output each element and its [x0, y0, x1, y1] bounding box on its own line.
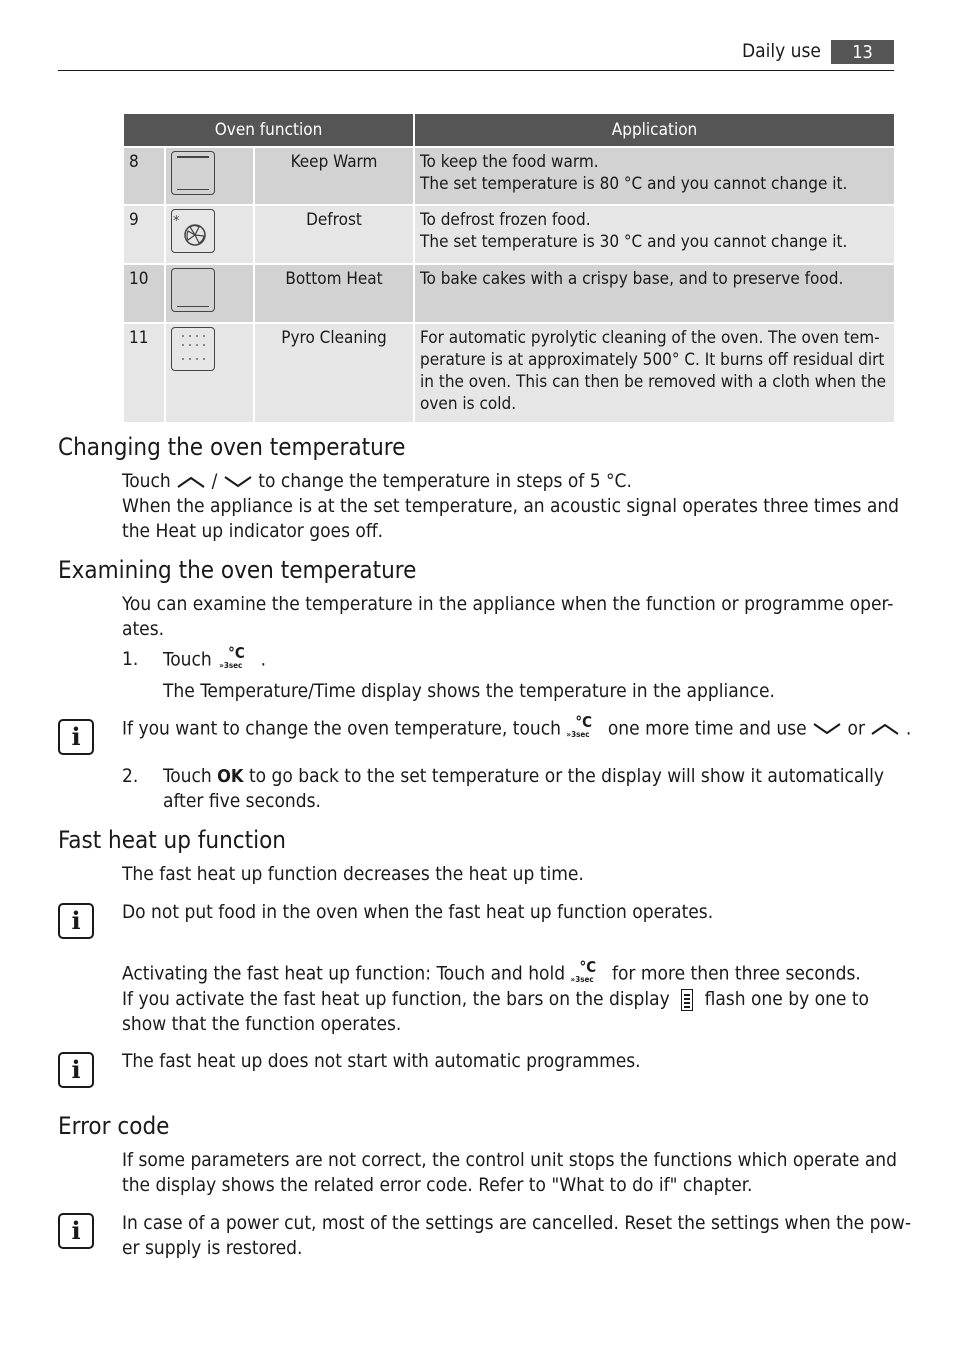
svg-text:*: * [173, 214, 180, 229]
function-name: Keep Warm [254, 147, 414, 205]
info-icon: i [58, 1213, 94, 1249]
changing-temperature-text: Touch / to change the temperature in steps of 5 °C. When the appliance is at the set temperature, an acoustic signal operates three times and the Heat up indicator goes off. [122, 470, 900, 542]
step-2-continued: after five seconds. [163, 790, 321, 812]
temperature-3sec-icon: °C »3sec [219, 644, 245, 670]
down-arrow-icon [812, 722, 842, 736]
function-application: To defrost frozen food. The set temperature is 30 °C and you cannot change it. [414, 205, 895, 264]
error-code-text: If some parameters are not correct, the control unit stops the functions which operate and the display shows the related error code. Refer to "What to do if" chapter. [122, 1149, 897, 1196]
info-icon: i [58, 719, 94, 755]
step-1-result: The Temperature/Time display shows the temperature in the appliance. [163, 680, 775, 702]
step-2: 2. Touch OK to go back to the set temperature or the display will show it automatically [122, 765, 884, 787]
info-fast-heat-up-programmes: The fast heat up does not start with automatic programmes. [122, 1050, 641, 1072]
info-fast-heat-up-food: Do not put food in the oven when the fast heat up function operates. [122, 901, 714, 923]
table-row [123, 323, 895, 423]
bottom-heat-icon [171, 268, 215, 312]
header-oven-function: Oven function [123, 113, 414, 147]
function-name: Bottom Heat [254, 264, 414, 323]
temperature-3sec-icon: °C »3sec [570, 958, 597, 984]
heading-changing-temperature: Changing the oven temperature [58, 433, 406, 461]
header-divider [58, 70, 894, 71]
row-number: 11 [123, 323, 165, 423]
heading-error-code: Error code [58, 1112, 170, 1140]
info-icon: i [58, 903, 94, 939]
heat-bars-icon [681, 989, 693, 1011]
temperature-3sec-icon: °C »3sec [566, 713, 593, 739]
function-application: For automatic pyrolytic cleaning of the oven. The oven tem- perature is at approximately 500° C. It burns off residual dirt in the oven. This can then be removed with a cloth when the oven is cold. [414, 323, 895, 423]
activating-fast-heat-up: Activating the fast heat up function: Touch and hold °C »3sec for more then three seconds. If you activate the fast heat up function, the bars on the display flash one by one to show that the function operates. [122, 958, 870, 1035]
function-application: To keep the food warm. The set temperature is 80 °C and you cannot change it. [414, 147, 895, 205]
info-icon: i [58, 1052, 94, 1088]
function-application: To bake cakes with a crispy base, and to preserve food. [414, 264, 895, 323]
examining-intro: You can examine the temperature in the appliance when the function or programme oper- ates. [122, 593, 894, 640]
function-name: Pyro Cleaning [254, 323, 414, 423]
up-arrow-icon [870, 722, 900, 736]
up-arrow-icon [176, 475, 206, 489]
page-number: 13 [831, 40, 894, 64]
info-power-cut: In case of a power cut, most of the settings are cancelled. Reset the settings when the pow- er supply is restored. [122, 1212, 912, 1259]
row-number: 8 [123, 147, 165, 205]
fast-heat-up-intro: The fast heat up function decreases the heat up time. [122, 863, 584, 885]
down-arrow-icon [223, 475, 253, 489]
step-1: 1. Touch °C »3sec . [122, 647, 138, 672]
defrost-icon [171, 209, 215, 253]
section-title: Daily use [742, 40, 821, 62]
info-change-temperature: If you want to change the oven temperature, touch °C »3sec one more time and use or . [122, 716, 911, 742]
table-row [123, 147, 895, 205]
table-row [123, 205, 895, 264]
pyro-cleaning-icon [171, 327, 215, 371]
activating-label: Activating the fast heat up function [122, 962, 426, 985]
function-name: Defrost [254, 205, 414, 264]
keep-warm-icon [171, 151, 215, 195]
heading-fast-heat-up: Fast heat up function [58, 826, 286, 854]
heading-examining-temperature: Examining the oven temperature [58, 556, 417, 584]
row-number: 10 [123, 264, 165, 323]
ok-icon: OK [217, 766, 244, 787]
table-row [123, 264, 895, 323]
row-number: 9 [123, 205, 165, 264]
oven-function-table [122, 112, 896, 424]
header-application: Application [414, 113, 895, 147]
